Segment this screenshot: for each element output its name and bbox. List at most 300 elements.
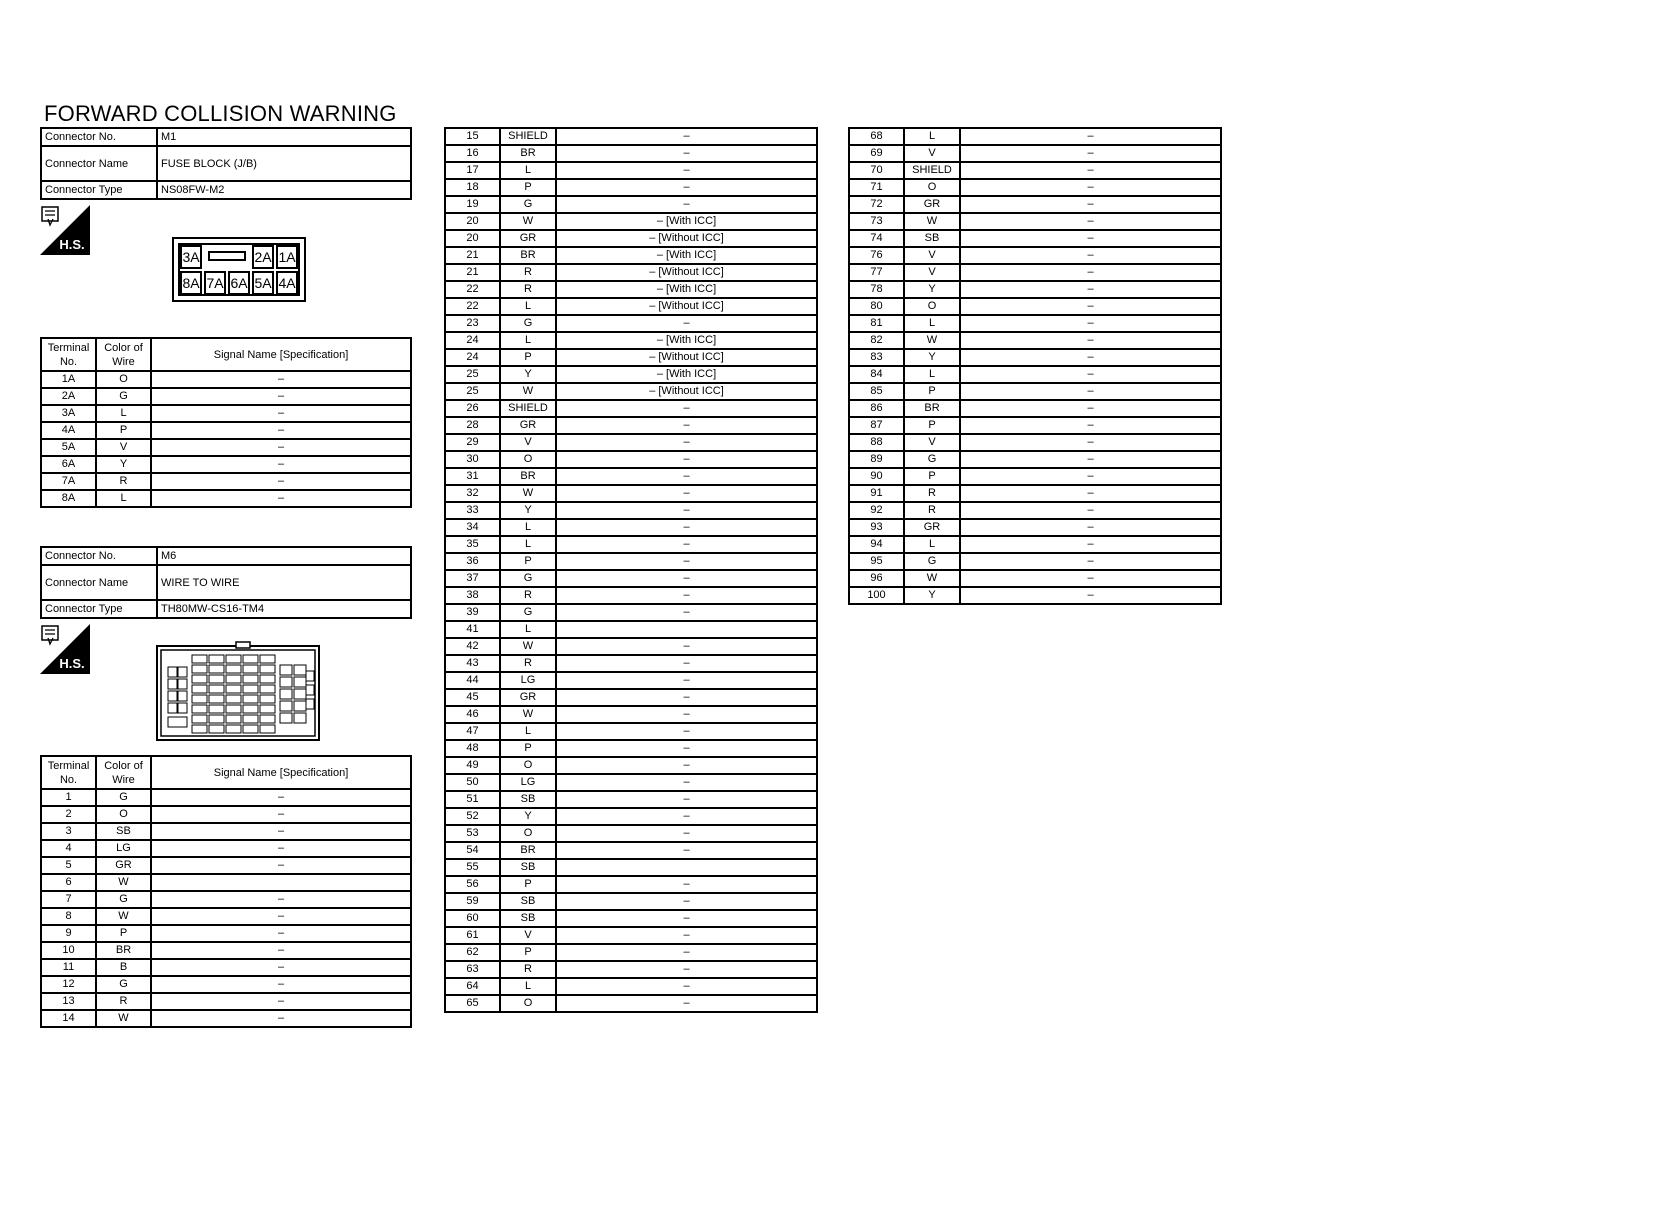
terminal-no: 30 xyxy=(445,451,500,468)
wire-color: SHIELD xyxy=(500,400,556,417)
cavity xyxy=(243,705,258,713)
wire-color: SB xyxy=(500,893,556,910)
wire-color: G xyxy=(500,570,556,587)
terminal-no: 4A xyxy=(41,422,96,439)
signal-name: – xyxy=(556,672,817,689)
cavity xyxy=(243,695,258,703)
pin-3A: 3A xyxy=(180,245,202,269)
wire-color: L xyxy=(500,978,556,995)
wire-color: BR xyxy=(500,468,556,485)
table-row xyxy=(849,536,1221,553)
connector1-diagram xyxy=(172,237,306,302)
table-row xyxy=(445,791,817,808)
cavity xyxy=(280,689,292,699)
table-row xyxy=(849,400,1221,417)
signal-name: – xyxy=(960,247,1221,264)
signal-name: – [Without ICC] xyxy=(556,298,817,315)
wire-color: V xyxy=(904,145,960,162)
signal-name: – xyxy=(556,604,817,621)
terminal-no: 95 xyxy=(849,553,904,570)
table-row xyxy=(445,842,817,859)
terminal-no: 7 xyxy=(41,891,96,908)
wire-color: W xyxy=(500,213,556,230)
cavity xyxy=(168,703,177,713)
table-row xyxy=(41,490,411,507)
wire-color: SB xyxy=(904,230,960,247)
terminal-no: 22 xyxy=(445,281,500,298)
wire-color: LG xyxy=(96,840,151,857)
table-row xyxy=(849,349,1221,366)
wire-color: L xyxy=(904,315,960,332)
terminal-no: 20 xyxy=(445,230,500,247)
pin-5A: 5A xyxy=(252,271,274,295)
wire-color: R xyxy=(500,264,556,281)
terminal-no: 15 xyxy=(445,128,500,145)
wire-color: P xyxy=(96,925,151,942)
cavity xyxy=(243,665,258,673)
table-row xyxy=(445,128,817,145)
signal-name: – xyxy=(960,213,1221,230)
terminal-no: 53 xyxy=(445,825,500,842)
terminal-no: 3 xyxy=(41,823,96,840)
signal-name: – xyxy=(960,145,1221,162)
terminal-no: 17 xyxy=(445,162,500,179)
cavity xyxy=(280,677,292,687)
wire-color: O xyxy=(500,825,556,842)
wire-color: P xyxy=(500,349,556,366)
terminal-no: 51 xyxy=(445,791,500,808)
cavity xyxy=(209,675,224,683)
table-row xyxy=(445,417,817,434)
wire-color: Y xyxy=(904,587,960,604)
cavity xyxy=(306,699,314,709)
wire-color: P xyxy=(96,422,151,439)
terminal-no: 39 xyxy=(445,604,500,621)
signal-name: – xyxy=(151,490,411,507)
wire-color: W xyxy=(96,1010,151,1027)
table-row xyxy=(41,371,411,388)
cavity xyxy=(192,665,207,673)
wire-color: L xyxy=(500,621,556,638)
wire-color: W xyxy=(500,706,556,723)
signal-name: – xyxy=(556,179,817,196)
signal-name: – xyxy=(151,908,411,925)
signal-name: – xyxy=(556,128,817,145)
table-row xyxy=(445,621,817,638)
signal-name: – xyxy=(151,388,411,405)
signal-name: – xyxy=(960,196,1221,213)
cavity xyxy=(294,665,306,675)
table-row xyxy=(849,315,1221,332)
cavity xyxy=(226,695,241,703)
signal-name: – xyxy=(151,1010,411,1027)
wire-color: W xyxy=(500,638,556,655)
pin-1A: 1A xyxy=(276,245,298,269)
signal-name: – [With ICC] xyxy=(556,213,817,230)
signal-name: – xyxy=(556,842,817,859)
table-row xyxy=(849,247,1221,264)
terminal-no: 74 xyxy=(849,230,904,247)
signal-name: – xyxy=(960,519,1221,536)
header-color: Color of Wire xyxy=(96,756,151,789)
signal-name: – xyxy=(556,706,817,723)
terminal-no: 1 xyxy=(41,789,96,806)
cavity xyxy=(209,695,224,703)
connector-name-value: FUSE BLOCK (J/B) xyxy=(157,146,411,181)
terminal-no: 8A xyxy=(41,490,96,507)
signal-name: – xyxy=(556,995,817,1012)
cavity xyxy=(226,675,241,683)
wire-color: BR xyxy=(500,145,556,162)
terminal-no: 24 xyxy=(445,332,500,349)
header-terminal: Terminal No. xyxy=(41,338,96,371)
signal-name: – [With ICC] xyxy=(556,332,817,349)
table-row xyxy=(445,740,817,757)
terminal-no: 32 xyxy=(445,485,500,502)
wire-color: O xyxy=(904,179,960,196)
cavity xyxy=(260,725,275,733)
cavity xyxy=(280,665,292,675)
wire-color: L xyxy=(500,332,556,349)
terminal-no: 6 xyxy=(41,874,96,891)
terminal-no: 31 xyxy=(445,468,500,485)
signal-name: – xyxy=(151,840,411,857)
table-row xyxy=(445,536,817,553)
terminal-no: 22 xyxy=(445,298,500,315)
terminal-no: 33 xyxy=(445,502,500,519)
table-row xyxy=(849,179,1221,196)
terminal-no: 3A xyxy=(41,405,96,422)
signal-name: – [Without ICC] xyxy=(556,264,817,281)
terminal-no: 36 xyxy=(445,553,500,570)
wire-color: L xyxy=(500,536,556,553)
cavity xyxy=(280,701,292,711)
wire-color: P xyxy=(904,417,960,434)
table-row xyxy=(445,179,817,196)
terminal-no: 21 xyxy=(445,264,500,281)
signal-name: – [With ICC] xyxy=(556,366,817,383)
signal-name: – xyxy=(556,961,817,978)
wire-color: O xyxy=(500,995,556,1012)
signal-name: – xyxy=(960,366,1221,383)
table-row xyxy=(445,281,817,298)
signal-name: – xyxy=(556,485,817,502)
terminal-no: 49 xyxy=(445,757,500,774)
wire-color: R xyxy=(904,502,960,519)
wire-color: P xyxy=(500,876,556,893)
wire-color: Y xyxy=(904,349,960,366)
table-row xyxy=(445,706,817,723)
signal-name: – xyxy=(556,893,817,910)
table-row xyxy=(445,723,817,740)
wire-color: P xyxy=(500,944,556,961)
table-row xyxy=(849,519,1221,536)
cavity xyxy=(260,685,275,693)
cavity xyxy=(226,725,241,733)
terminal-no: 76 xyxy=(849,247,904,264)
cavity xyxy=(226,665,241,673)
terminal-no: 94 xyxy=(849,536,904,553)
terminal-no: 78 xyxy=(849,281,904,298)
table-row xyxy=(445,502,817,519)
wire-color: Y xyxy=(500,808,556,825)
wire-color: L xyxy=(500,723,556,740)
table-row xyxy=(445,230,817,247)
table-row xyxy=(41,789,411,806)
header-signal: Signal Name [Specification] xyxy=(151,338,411,371)
terminal-no: 69 xyxy=(849,145,904,162)
table-row xyxy=(41,993,411,1010)
table-row xyxy=(849,366,1221,383)
table-row xyxy=(849,485,1221,502)
signal-name: – xyxy=(556,740,817,757)
wire-color: O xyxy=(904,298,960,315)
terminal-no: 11 xyxy=(41,959,96,976)
signal-name: – xyxy=(960,570,1221,587)
terminal-no: 21 xyxy=(445,247,500,264)
terminal-no: 61 xyxy=(445,927,500,944)
connector2-terminal-table xyxy=(40,755,412,1028)
signal-name: – xyxy=(151,942,411,959)
pin-8A: 8A xyxy=(180,271,202,295)
terminal-no: 1A xyxy=(41,371,96,388)
cavity xyxy=(260,675,275,683)
table-row xyxy=(849,281,1221,298)
connector-no-value: M6 xyxy=(157,547,411,565)
terminal-no: 34 xyxy=(445,519,500,536)
cavity xyxy=(243,685,258,693)
table-row xyxy=(849,383,1221,400)
table-row xyxy=(41,891,411,908)
signal-name: – xyxy=(151,371,411,388)
table-row xyxy=(445,893,817,910)
cavity xyxy=(294,701,306,711)
terminal-no: 41 xyxy=(445,621,500,638)
terminal-no: 88 xyxy=(849,434,904,451)
terminal-no: 43 xyxy=(445,655,500,672)
signal-name: – xyxy=(151,925,411,942)
terminal-no: 8 xyxy=(41,908,96,925)
pin-2A: 2A xyxy=(252,245,274,269)
signal-name: – xyxy=(151,456,411,473)
terminal-no: 47 xyxy=(445,723,500,740)
signal-name: – xyxy=(151,473,411,490)
signal-name: – xyxy=(556,587,817,604)
signal-name: – [Without ICC] xyxy=(556,383,817,400)
terminal-no: 77 xyxy=(849,264,904,281)
wire-color: L xyxy=(500,298,556,315)
table-row xyxy=(445,145,817,162)
wire-color: R xyxy=(500,281,556,298)
signal-name: – xyxy=(556,978,817,995)
terminal-no: 5 xyxy=(41,857,96,874)
wire-color: LG xyxy=(500,672,556,689)
table-row xyxy=(445,162,817,179)
table-row xyxy=(445,315,817,332)
wire-color: W xyxy=(500,383,556,400)
terminal-no: 7A xyxy=(41,473,96,490)
terminal-no: 63 xyxy=(445,961,500,978)
cavity xyxy=(178,667,187,677)
signal-name: – xyxy=(151,823,411,840)
signal-name: – xyxy=(556,417,817,434)
wire-color: SB xyxy=(96,823,151,840)
table-row xyxy=(445,825,817,842)
signal-name: – xyxy=(556,689,817,706)
signal-name: – xyxy=(556,468,817,485)
cavity xyxy=(168,667,177,677)
signal-name: – xyxy=(556,944,817,961)
table-row xyxy=(445,961,817,978)
terminal-no: 91 xyxy=(849,485,904,502)
terminal-no: 37 xyxy=(445,570,500,587)
wire-color: GR xyxy=(904,519,960,536)
cavity xyxy=(192,725,207,733)
table-row xyxy=(445,383,817,400)
cavity xyxy=(209,665,224,673)
terminal-no: 55 xyxy=(445,859,500,876)
connector-type-label: Connector Type xyxy=(41,181,157,199)
signal-name: – xyxy=(960,349,1221,366)
cavity xyxy=(226,685,241,693)
wire-color: L xyxy=(904,366,960,383)
wire-color: G xyxy=(96,891,151,908)
wire-color: B xyxy=(96,959,151,976)
terminal-no: 82 xyxy=(849,332,904,349)
cavity xyxy=(243,655,258,663)
cavity xyxy=(178,691,187,701)
table-row xyxy=(445,570,817,587)
wire-color: G xyxy=(500,604,556,621)
terminal-no: 68 xyxy=(849,128,904,145)
cavity xyxy=(294,677,306,687)
wire-color: G xyxy=(904,451,960,468)
table-row xyxy=(445,196,817,213)
pin-7A: 7A xyxy=(204,271,226,295)
terminal-no: 71 xyxy=(849,179,904,196)
cavity xyxy=(306,685,314,695)
terminal-no: 16 xyxy=(445,145,500,162)
wire-color: W xyxy=(904,213,960,230)
cavity xyxy=(192,715,207,723)
terminal-no: 23 xyxy=(445,315,500,332)
wire-color: L xyxy=(96,490,151,507)
table-row xyxy=(445,213,817,230)
signal-name: – xyxy=(151,993,411,1010)
cavity xyxy=(192,675,207,683)
signal-name xyxy=(151,874,411,891)
wire-color: V xyxy=(904,264,960,281)
signal-name: – xyxy=(960,383,1221,400)
signal-name: – xyxy=(151,959,411,976)
table-row xyxy=(445,910,817,927)
table-row xyxy=(445,672,817,689)
wire-color: W xyxy=(96,908,151,925)
table-row xyxy=(849,417,1221,434)
table-row xyxy=(445,944,817,961)
wire-color: Y xyxy=(500,502,556,519)
table-row xyxy=(849,451,1221,468)
signal-name: – xyxy=(556,910,817,927)
table-row xyxy=(445,434,817,451)
signal-name: – [With ICC] xyxy=(556,281,817,298)
terminal-no: 42 xyxy=(445,638,500,655)
table-row xyxy=(41,857,411,874)
terminal-no: 2 xyxy=(41,806,96,823)
terminal-no: 73 xyxy=(849,213,904,230)
table-row xyxy=(41,908,411,925)
wire-color: V xyxy=(500,434,556,451)
signal-name: – xyxy=(556,655,817,672)
cavity xyxy=(226,705,241,713)
terminal-no: 26 xyxy=(445,400,500,417)
wire-color: W xyxy=(904,332,960,349)
wire-color: V xyxy=(96,439,151,456)
table-row xyxy=(41,422,411,439)
wire-color: L xyxy=(904,128,960,145)
signal-name: – xyxy=(960,315,1221,332)
terminal-no: 56 xyxy=(445,876,500,893)
wire-color: R xyxy=(96,473,151,490)
table-row xyxy=(41,1010,411,1027)
signal-name: – xyxy=(556,519,817,536)
terminal-no: 20 xyxy=(445,213,500,230)
signal-name: – [With ICC] xyxy=(556,247,817,264)
wire-color: V xyxy=(500,927,556,944)
connector-no-label: Connector No. xyxy=(41,547,157,565)
terminal-no: 6A xyxy=(41,456,96,473)
table-row xyxy=(445,332,817,349)
cavity xyxy=(260,665,275,673)
wire-color: GR xyxy=(500,689,556,706)
wire-color: G xyxy=(96,789,151,806)
terminal-no: 65 xyxy=(445,995,500,1012)
terminal-no: 13 xyxy=(41,993,96,1010)
terminal-no: 46 xyxy=(445,706,500,723)
wire-color: P xyxy=(904,383,960,400)
signal-name: – xyxy=(556,825,817,842)
signal-name: – xyxy=(556,145,817,162)
signal-name xyxy=(556,859,817,876)
wire-color: Y xyxy=(904,281,960,298)
table-row xyxy=(41,874,411,891)
table-row xyxy=(849,264,1221,281)
signal-name: – xyxy=(960,536,1221,553)
table-row xyxy=(849,434,1221,451)
connector2-info xyxy=(40,546,412,619)
cavity xyxy=(280,713,292,723)
wire-color: R xyxy=(500,587,556,604)
wire-color: SHIELD xyxy=(904,162,960,179)
table-row xyxy=(445,604,817,621)
terminal-no: 28 xyxy=(445,417,500,434)
terminal-no: 59 xyxy=(445,893,500,910)
wire-color: V xyxy=(904,434,960,451)
terminal-no: 84 xyxy=(849,366,904,383)
table-row xyxy=(849,230,1221,247)
cavity xyxy=(209,715,224,723)
wire-color: GR xyxy=(500,230,556,247)
table-row xyxy=(445,927,817,944)
terminal-no: 14 xyxy=(41,1010,96,1027)
pin-4A: 4A xyxy=(276,271,298,295)
terminal-no: 45 xyxy=(445,689,500,706)
wire-color: W xyxy=(500,485,556,502)
wire-color: P xyxy=(500,740,556,757)
signal-name: – xyxy=(960,230,1221,247)
signal-name: – xyxy=(556,808,817,825)
signal-name: – xyxy=(556,536,817,553)
